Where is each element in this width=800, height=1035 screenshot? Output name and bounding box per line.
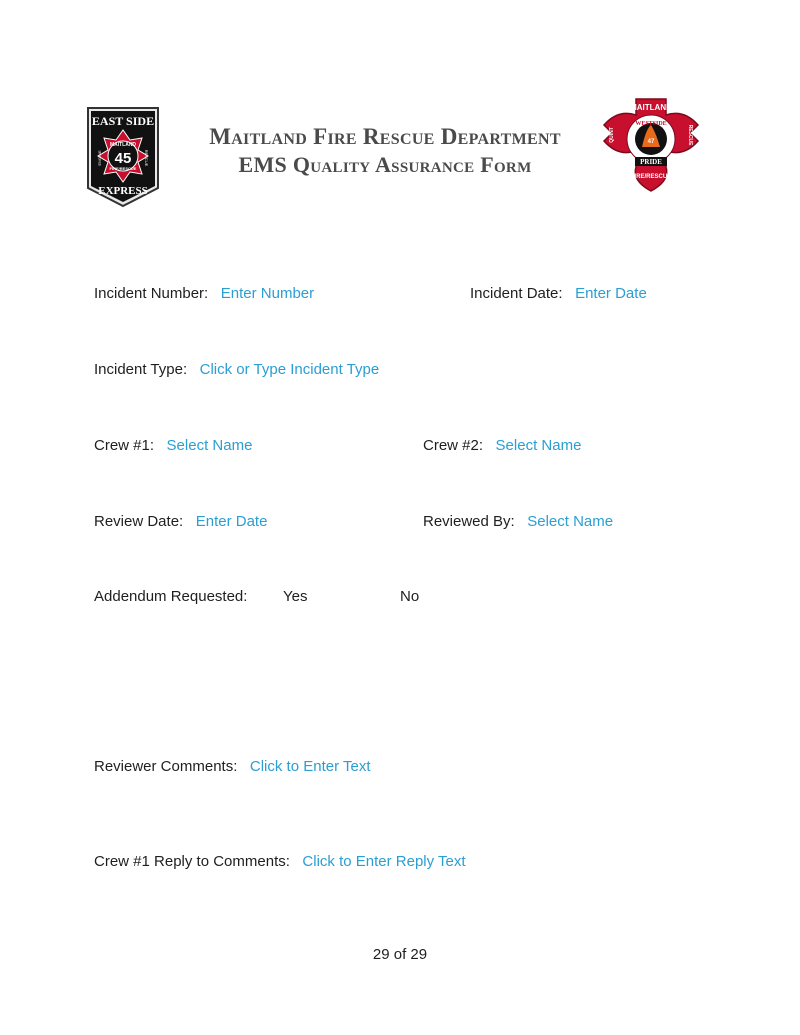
incident-number-row xyxy=(94,285,314,302)
crew2-label: Crew #2: xyxy=(423,437,484,454)
right-logo-right-side: RESCUE xyxy=(687,124,693,146)
page-number: 29 of 29 xyxy=(372,946,428,963)
crew1-reply-label: Crew #1 Reply to Comments: xyxy=(94,853,290,870)
addendum-yes-label[interactable]: Yes xyxy=(283,588,308,605)
page-title: Maitland Fire Rescue Department xyxy=(209,124,561,149)
east-side-express-logo xyxy=(82,100,164,210)
crew2-select[interactable]: Select Name xyxy=(495,437,582,454)
incident-number-field[interactable]: Enter Number xyxy=(220,285,315,302)
crew1-reply-row xyxy=(94,853,466,870)
review-date-row xyxy=(94,513,267,530)
left-logo-right-side: RESCUE xyxy=(144,149,149,167)
westside-pride-logo xyxy=(598,95,704,195)
left-logo-bottom-text: EXPRESS xyxy=(98,185,148,197)
crew1-select[interactable]: Select Name xyxy=(166,437,253,454)
right-logo-left-side: QUINT xyxy=(609,127,615,143)
right-logo-banner: PRIDE xyxy=(640,158,662,166)
right-logo-top-text: MAITLAND xyxy=(630,103,672,112)
addendum-no-option[interactable] xyxy=(400,588,419,605)
left-logo-top-text: EAST SIDE xyxy=(91,114,155,128)
left-logo-inner-bottom: FIRE/RESCUE xyxy=(109,166,137,171)
addendum-label: Addendum Requested: xyxy=(94,588,248,605)
addendum-yes-option[interactable] xyxy=(283,588,307,605)
incident-type-field[interactable]: Click or Type Incident Type xyxy=(199,361,380,378)
incident-type-row xyxy=(94,361,379,378)
incident-type-label: Incident Type: xyxy=(94,361,188,378)
addendum-row xyxy=(94,588,247,605)
crew2-row xyxy=(423,437,581,454)
incident-date-field[interactable]: Enter Date xyxy=(575,285,647,302)
review-date-label: Review Date: xyxy=(94,513,184,530)
right-logo-number: 47 xyxy=(647,139,655,145)
reviewer-comments-field[interactable]: Click to Enter Text xyxy=(249,758,371,775)
reviewed-by-select[interactable]: Select Name xyxy=(527,513,614,530)
left-logo-inner-top: MAITLAND xyxy=(109,142,137,148)
left-logo-left-side: ENGINE xyxy=(97,150,102,166)
incident-date-row xyxy=(470,285,647,302)
right-logo-bottom-text: FIRE/RESCUE xyxy=(630,174,672,180)
crew1-row xyxy=(94,437,252,454)
left-logo-number: 45 xyxy=(114,150,132,167)
crew1-label: Crew #1: xyxy=(94,437,155,454)
reviewed-by-row xyxy=(423,513,613,530)
reviewer-comments-row xyxy=(94,758,371,775)
reviewed-by-label: Reviewed By: xyxy=(423,513,515,530)
crew1-reply-field[interactable]: Click to Enter Reply Text xyxy=(302,853,466,870)
incident-number-label: Incident Number: xyxy=(94,285,209,302)
addendum-no-label[interactable]: No xyxy=(400,588,420,605)
reviewer-comments-label: Reviewer Comments: xyxy=(94,758,238,775)
incident-date-label: Incident Date: xyxy=(470,285,563,302)
review-date-field[interactable]: Enter Date xyxy=(195,513,268,530)
right-logo-arc-text: WESTSIDE xyxy=(635,121,667,127)
page-subtitle: EMS Quality Assurance Form xyxy=(238,152,532,177)
